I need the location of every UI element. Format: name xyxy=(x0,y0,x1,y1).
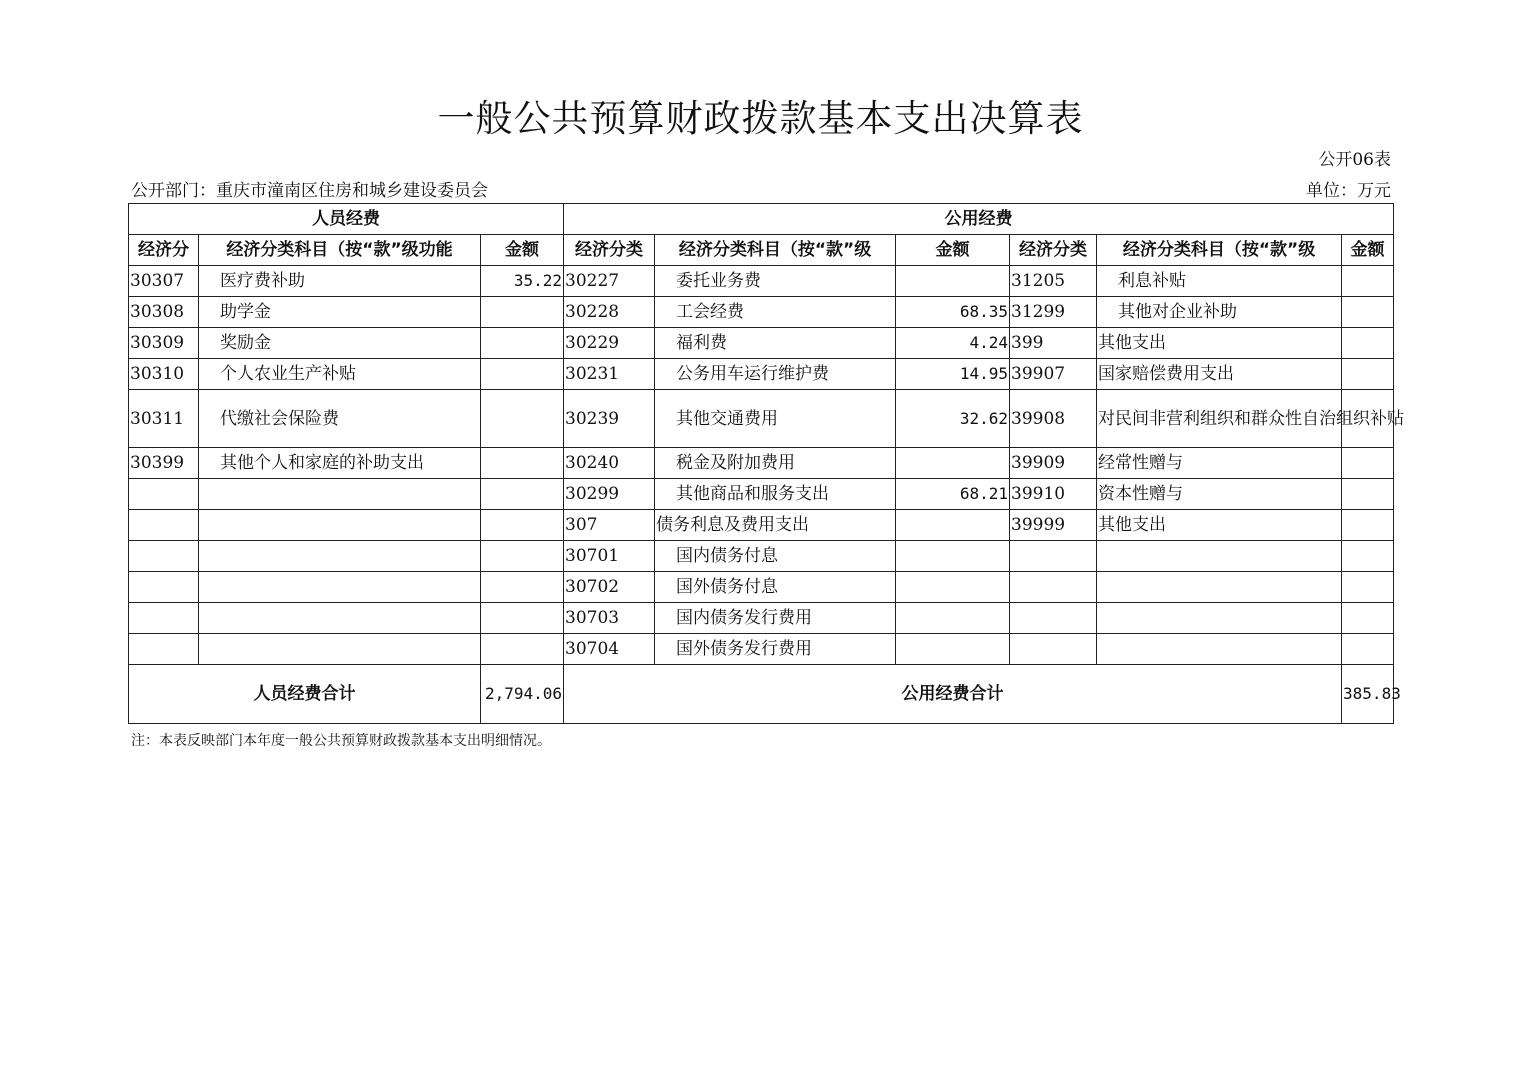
public1-code-cell: 307 xyxy=(564,510,655,541)
public2-code-cell: 39910 xyxy=(1010,479,1097,510)
table-note: 注：本表反映部门本年度一般公共预算财政拨款基本支出明细情况。 xyxy=(131,733,551,749)
public1-name-cell: 其他商品和服务支出 xyxy=(655,479,896,510)
public-total-amount: 385.83 xyxy=(1342,665,1394,724)
personnel-amount-cell xyxy=(481,448,564,479)
public1-code-cell: 30299 xyxy=(564,479,655,510)
personnel-amount-cell xyxy=(481,510,564,541)
personnel-total-amount: 2,794.06 xyxy=(481,665,564,724)
personnel-code-cell: 30399 xyxy=(129,448,199,479)
personnel-name-cell: 代缴社会保险费 xyxy=(199,390,481,448)
table-row xyxy=(129,266,1394,297)
public1-name-cell: 国内债务发行费用 xyxy=(655,603,896,634)
public2-name-cell: 国家赔偿费用支出 xyxy=(1097,359,1342,390)
personnel-code-cell xyxy=(129,510,199,541)
public1-code-cell: 30240 xyxy=(564,448,655,479)
personnel-code-cell xyxy=(129,541,199,572)
public2-name-cell: 其他支出 xyxy=(1097,510,1342,541)
table-row xyxy=(129,479,1394,510)
public1-name-cell: 国外债务发行费用 xyxy=(655,634,896,665)
public2-code-cell: 31299 xyxy=(1010,297,1097,328)
public1-amount-cell: 4.24 xyxy=(896,328,1010,359)
col-header-public1-code: 经济分类 xyxy=(564,235,655,266)
public1-name-cell: 工会经费 xyxy=(655,297,896,328)
public2-code-cell xyxy=(1010,634,1097,665)
personnel-code-cell: 30307 xyxy=(129,266,199,297)
public2-amount-cell xyxy=(1342,359,1394,390)
public2-amount-cell xyxy=(1342,448,1394,479)
public2-code-cell xyxy=(1010,603,1097,634)
table-row xyxy=(129,510,1394,541)
report-title: 一般公共预算财政拨款基本支出决算表 xyxy=(437,97,1084,140)
personnel-total-label: 人员经费合计 xyxy=(129,665,481,724)
table-row xyxy=(129,603,1394,634)
personnel-name-cell xyxy=(199,634,481,665)
col-header-public2-name: 经济分类科目（按“款”级 xyxy=(1097,235,1342,266)
personnel-code-cell: 30309 xyxy=(129,328,199,359)
public1-amount-cell xyxy=(896,634,1010,665)
personnel-code-cell xyxy=(129,479,199,510)
table-row xyxy=(129,448,1394,479)
public2-code-cell: 39909 xyxy=(1010,448,1097,479)
public1-amount-cell: 68.21 xyxy=(896,479,1010,510)
public1-amount-cell xyxy=(896,448,1010,479)
personnel-amount-cell xyxy=(481,390,564,448)
public2-name-cell xyxy=(1097,634,1342,665)
public2-name-cell xyxy=(1097,572,1342,603)
personnel-amount-cell xyxy=(481,328,564,359)
public1-code-cell: 30702 xyxy=(564,572,655,603)
public2-name-cell: 其他支出 xyxy=(1097,328,1342,359)
personnel-name-cell: 助学金 xyxy=(199,297,481,328)
public1-amount-cell xyxy=(896,572,1010,603)
public1-code-cell: 30701 xyxy=(564,541,655,572)
table-row xyxy=(129,390,1394,448)
public1-name-cell: 公务用车运行维护费 xyxy=(655,359,896,390)
public1-amount-cell xyxy=(896,603,1010,634)
personnel-name-cell: 其他个人和家庭的补助支出 xyxy=(199,448,481,479)
public2-amount-cell xyxy=(1342,603,1394,634)
public2-code-cell xyxy=(1010,572,1097,603)
personnel-name-cell xyxy=(199,603,481,634)
personnel-code-cell xyxy=(129,603,199,634)
personnel-group-header: 人员经费 xyxy=(129,204,564,235)
public1-amount-cell xyxy=(896,541,1010,572)
table-row xyxy=(129,297,1394,328)
public2-code-cell: 39908 xyxy=(1010,390,1097,448)
table-row xyxy=(129,328,1394,359)
public1-amount-cell xyxy=(896,510,1010,541)
public2-amount-cell xyxy=(1342,328,1394,359)
public1-code-cell: 30229 xyxy=(564,328,655,359)
personnel-code-cell xyxy=(129,572,199,603)
public1-amount-cell: 14.95 xyxy=(896,359,1010,390)
public2-name-cell: 其他对企业补助 xyxy=(1097,297,1342,328)
totals-row xyxy=(129,665,1394,724)
public2-name-cell xyxy=(1097,603,1342,634)
public2-amount-cell xyxy=(1342,297,1394,328)
public2-name-cell: 利息补贴 xyxy=(1097,266,1342,297)
public1-name-cell: 国内债务付息 xyxy=(655,541,896,572)
col-header-public1-amount: 金额 xyxy=(896,235,1010,266)
public1-name-cell: 债务利息及费用支出 xyxy=(655,510,896,541)
public2-code-cell: 39907 xyxy=(1010,359,1097,390)
public2-name-cell: 资本性赠与 xyxy=(1097,479,1342,510)
personnel-amount-cell xyxy=(481,603,564,634)
public1-name-cell: 税金及附加费用 xyxy=(655,448,896,479)
col-header-public2-amount: 金额 xyxy=(1342,235,1394,266)
personnel-name-cell: 奖励金 xyxy=(199,328,481,359)
personnel-amount-cell xyxy=(481,297,564,328)
col-header-personnel-amount: 金额 xyxy=(481,235,564,266)
public1-code-cell: 30228 xyxy=(564,297,655,328)
personnel-code-cell xyxy=(129,634,199,665)
public2-amount-cell xyxy=(1342,572,1394,603)
table-row xyxy=(129,572,1394,603)
col-header-personnel-name: 经济分类科目（按“款”级功能 xyxy=(199,235,481,266)
personnel-name-cell xyxy=(199,510,481,541)
public2-amount-cell xyxy=(1342,634,1394,665)
personnel-name-cell: 医疗费补助 xyxy=(199,266,481,297)
col-header-public2-code: 经济分类 xyxy=(1010,235,1097,266)
col-header-public1-name: 经济分类科目（按“款”级 xyxy=(655,235,896,266)
public2-code-cell: 31205 xyxy=(1010,266,1097,297)
personnel-code-cell: 30308 xyxy=(129,297,199,328)
public1-code-cell: 30704 xyxy=(564,634,655,665)
personnel-name-cell: 个人农业生产补贴 xyxy=(199,359,481,390)
personnel-amount-cell xyxy=(481,634,564,665)
public2-name-cell: 经常性赠与 xyxy=(1097,448,1342,479)
personnel-amount-cell xyxy=(481,541,564,572)
column-header-row xyxy=(129,235,1394,266)
public1-code-cell: 30703 xyxy=(564,603,655,634)
table-row xyxy=(129,359,1394,390)
public-total-label: 公用经费合计 xyxy=(564,665,1342,724)
public2-code-cell: 399 xyxy=(1010,328,1097,359)
personnel-amount-cell xyxy=(481,479,564,510)
table-row xyxy=(129,541,1394,572)
personnel-amount-cell: 35.22 xyxy=(481,266,564,297)
public1-name-cell: 其他交通费用 xyxy=(655,390,896,448)
personnel-name-cell xyxy=(199,572,481,603)
personnel-amount-cell xyxy=(481,359,564,390)
unit-label: 单位：万元 xyxy=(1306,181,1391,201)
group-header-row xyxy=(129,204,1394,235)
public1-code-cell: 30227 xyxy=(564,266,655,297)
personnel-code-cell: 30311 xyxy=(129,390,199,448)
public1-name-cell: 福利费 xyxy=(655,328,896,359)
personnel-code-cell: 30310 xyxy=(129,359,199,390)
public2-amount-cell xyxy=(1342,510,1394,541)
personnel-amount-cell xyxy=(481,572,564,603)
public1-amount-cell: 68.35 xyxy=(896,297,1010,328)
personnel-name-cell xyxy=(199,479,481,510)
table-row xyxy=(129,634,1394,665)
expenditure-table xyxy=(128,203,1405,724)
col-header-personnel-code: 经济分 xyxy=(129,235,199,266)
public2-code-cell xyxy=(1010,541,1097,572)
public-group-header: 公用经费 xyxy=(564,204,1394,235)
form-number: 公开06表 xyxy=(1318,150,1391,170)
public1-name-cell: 国外债务付息 xyxy=(655,572,896,603)
public2-amount-cell xyxy=(1342,479,1394,510)
public2-amount-cell xyxy=(1342,541,1394,572)
public1-name-cell: 委托业务费 xyxy=(655,266,896,297)
department-label: 公开部门：重庆市潼南区住房和城乡建设委员会 xyxy=(131,181,488,201)
public1-amount-cell: 32.62 xyxy=(896,390,1010,448)
public2-name-cell xyxy=(1097,541,1342,572)
public2-code-cell: 39999 xyxy=(1010,510,1097,541)
public2-amount-cell xyxy=(1342,266,1394,297)
public2-name-cell: 对民间非营利组织和群众性自治组织补贴 xyxy=(1097,390,1342,448)
personnel-name-cell xyxy=(199,541,481,572)
public1-code-cell: 30231 xyxy=(564,359,655,390)
public1-code-cell: 30239 xyxy=(564,390,655,448)
public1-amount-cell xyxy=(896,266,1010,297)
